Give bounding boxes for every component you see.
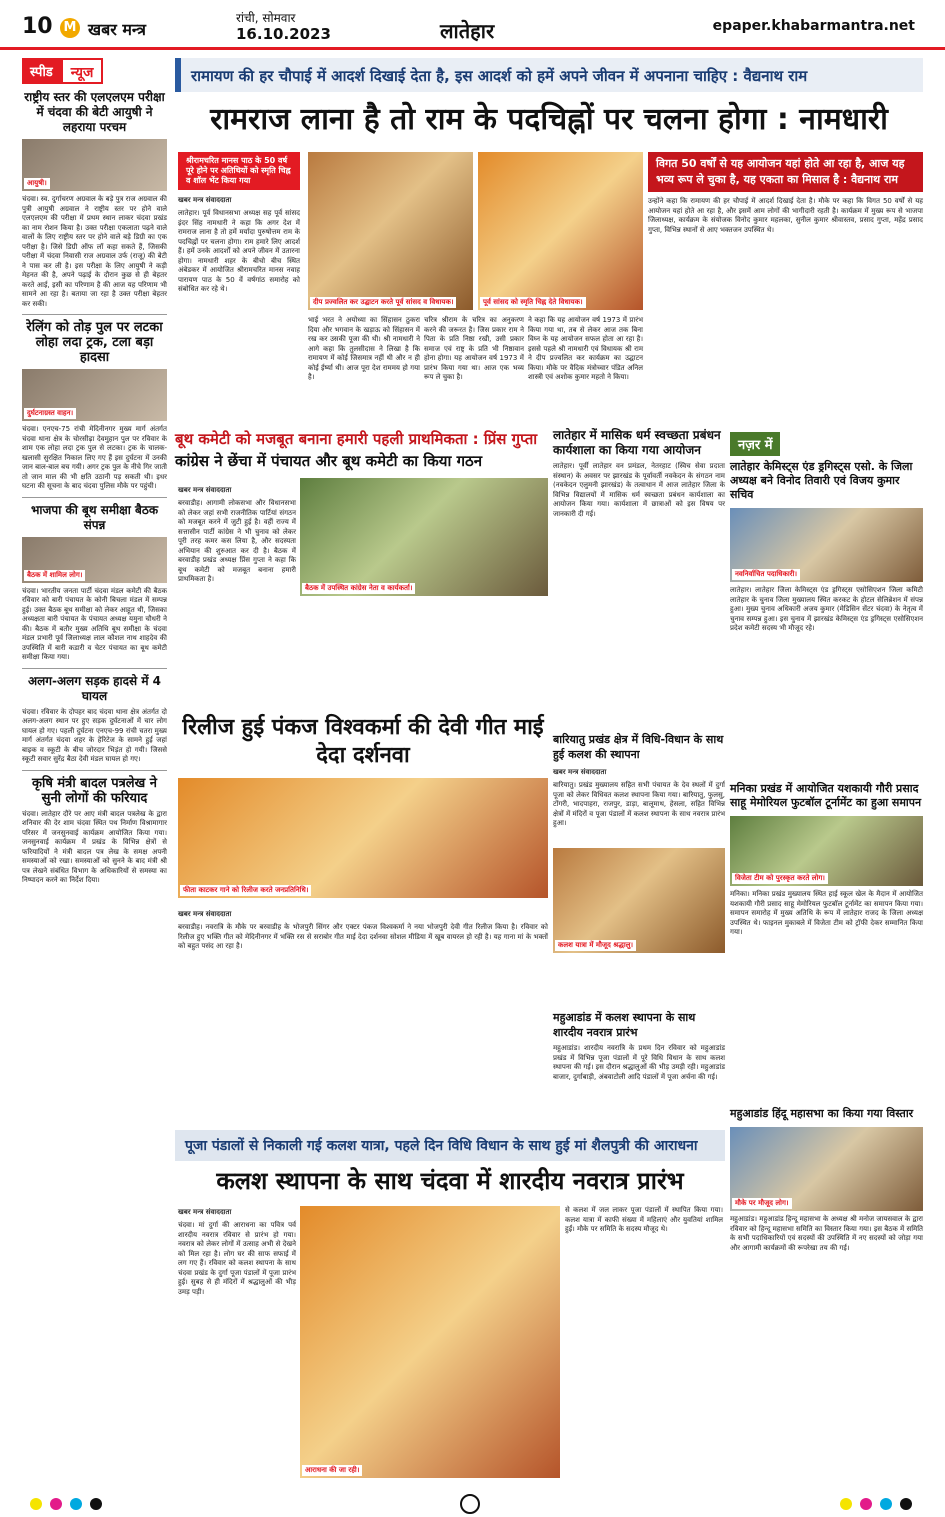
congress-photo: [300, 478, 548, 596]
lead-red-tag-block: [178, 152, 300, 295]
photo-caption: पूर्व सांसद को स्मृति चिह्न देते विधायक।: [480, 297, 586, 308]
hindu-headline: महुआडांड हिंदू महासभा का किया गया विस्तार: [730, 1107, 914, 1120]
city-day: रांची, सोमवार: [236, 11, 296, 25]
registration-dot-icon: [70, 1498, 82, 1510]
photo-caption: कलश यात्रा में मौजूद श्रद्धालु।: [555, 940, 636, 951]
registration-dot-icon: [900, 1498, 912, 1510]
left-story5-body: चंदवा। लातेहार दौरे पर आए मंत्री बादल पत्रलेख के द्वारा शनिवार की देर शाम चंदवा स्थित पथ निर्माण विश्रामागार परिसर में जनसुनवाई कार्यक्रम आयोजित किया गया। जनसुनवाई कार्यक्रम में प्रखंड के विभिन्न क्षेत्रों से फरियादियों ने मंत्री बादल पत्र लेख के समक्ष अपनी समस्याओं को रखा। समस्याओं को सुनने के बाद मंत्री श्री पत्र लेखने संबंधित विभाग के अधिकारियों से समस्या का निष्पादन करने का निर्देश दिया।: [22, 809, 167, 884]
chemist-story: [730, 432, 923, 634]
lead-body-4: ने कहा कि यह आयोजन वर्ष 1973 में प्रारंभ किया गया था, तब से लेकर आज तक बिना विघ्न के यह आयोजन सफल होता आ रहा है। इससे पहले श्री नामधारी एवं विधायक श्री राम ने दीप प्रज्वलित कर कार्यक्रम का उद्घाटन किया। मौके पर वैदिक मंत्रोच्चार पंडित अनिल शास्त्री एवं अशोक कुमार महतो ने किया।: [528, 316, 643, 381]
navratri-body-2: से कलश में जल लाकर पूजा पंडालों में स्थापित किया गया। कलश यात्रा में काफी संख्या में महिलाएं और युवतियां शामिल हुईं। मौके पर समिति के सदस्य मौजूद थे।: [565, 1206, 723, 1233]
vishwakarma-body: बरवाडीह। नवरात्रि के मौके पर बरवाडीह के भोजपुरी सिंगर और एक्टर पंकज विश्वकर्मा ने नया भोजपुरी देवी गीत रिलीज किया है। रविवार को रिलीज हुए भक्ति गीत को मेदिनीनगर में भक्ति रस से सराबोर गीत माई देदा दर्शनवा सोशल मीडिया में खूब वायरल हो रही है। यह गाना मां के भक्तों को बहुत पसंद आ रहा है।: [178, 923, 548, 950]
divider: [22, 314, 167, 315]
manika-body: मनिका। मनिका प्रखंड मुख्यालय स्थित हाई स्कूल खेल के मैदान में आयोजित यशकायी गौरी प्रसाद साहू मेमोरियल फुटबॉल टूर्नामेंट का समापन किया गया। समापन समारोह में मुख्य अतिथि के रूप में लातेहार राजद के जिला अध्यक्ष उपस्थित थे। फाइनल मुकाबले में विजेता टीम को ट्रॉफी देकर सम्मानित किया गया।: [730, 890, 923, 936]
photo-caption: आयुषी।: [24, 178, 50, 189]
registration-dot-icon: [30, 1498, 42, 1510]
hindu-mahasabha-story: [730, 1106, 923, 1253]
navratri-headline: कलश स्थापना के साथ चंदवा में शारदीय नवरात्र प्रारंभ: [216, 1167, 684, 1195]
left-story3-body: चंदवा। भारतीय जनता पार्टी चंदवा मंडल कमेटी की बैठक रविवार को बारी पंचायत के कोनी बिचला मंडल में सम्पन्न हुई। उक्त बैठक बूथ समीक्षा को लेकर आहूत थी, जिसका अध्यक्षता बारी पंचायत के पंचायत अध्यक्ष यमुना चौधरी ने की। बैठक में बतौर मुख्य अतिथि बूथ समीक्षा के चंदवा मंडल प्रभारी पूर्व जिलाध्यक्ष लाल कौशल नाथ शाहदेव की उपस्थिति में बारी कडारी व चेटर पंचायत का बूथ कमेटी समीक्षा किया गया।: [22, 586, 167, 661]
photo-caption: आराधना की जा रही।: [302, 1465, 362, 1476]
issue-date: 16.10.2023: [236, 25, 331, 43]
lead-col-4: [528, 316, 643, 383]
lead-photo-2: [478, 152, 643, 310]
manika-story: [730, 782, 923, 938]
registration-dot-icon: [50, 1498, 62, 1510]
masthead: [0, 0, 945, 50]
left-story5-headline: कृषि मंत्री बादल पत्रलेख ने सुनी लोगों की फरियाद: [31, 775, 157, 806]
bariyatu-story: [553, 732, 725, 829]
epaper-link[interactable]: epaper.khabarmantra.net: [712, 18, 915, 34]
bariyatu-photo: [553, 848, 725, 953]
navratri-col-3: [565, 1206, 723, 1235]
byline: खबर मन्त्र संवाददाता: [178, 196, 232, 204]
mahuadanr-headline: महुआडांड में कलश स्थापना के साथ शारदीय नवरात्र प्रारंभ: [553, 1011, 696, 1039]
byline: खबर मन्त्र संवाददाता: [553, 768, 607, 776]
photo-caption: बैठक में शामिल लोग।: [24, 570, 85, 581]
left-story1-headline: राष्ट्रीय स्तर की एलएलएम परीक्षा में चंदवा की बेटी आयुषी ने लहराया परचम: [24, 90, 165, 134]
navratri-body: चंदवा। मां दुर्गा की आराधना का पवित्र पर्व शारदीय नवरात्र रविवार से प्रारंभ हो गया। नवरात्र को लेकर लोगों में उत्साह अभी से देखने को मिल रहा है। लोग घर की साफ सफाई में लग गए हैं। रविवार को कलश स्थापना के साथ चंदवा प्रखंड के दुर्गा पूजा पंडालों में पूजा प्रारंभ हुई। सुबह से ही मंदिरों में श्रद्धालुओं की भीड़ उमड़ पड़ी।: [178, 1221, 296, 1296]
news-label: न्यूज: [61, 58, 104, 84]
bariyatu-headline: बारियातु प्रखंड क्षेत्र में विधि-विधान के साथ हुई कलश की स्थापना: [553, 733, 724, 761]
congress-body: बरवाडीह। आगामी लोकसभा और विधानसभा को लेकर जहां सभी राजनीतिक पार्टियां संगठन को मजबूत करने में जुटी हुई है। वहीं राज्य में सत्तासीन पार्टी कांग्रेस ने भी चुनाव को लेकर पूरी तरह कमर कस लिया है, और सदस्यता अभियान की शुरुआत कर दी है। बैठक में बरवाडीह प्रखंड अध्यक्ष प्रिंस गुप्ता ने कहा कि बूथ कमेटी को मजबूत बनाना हमारी प्राथमिकता है।: [178, 499, 296, 583]
main-area: [175, 58, 923, 140]
bariyatu-body: बारियातु। प्रखंड मुख्यालय सहित सभी पंचायत के देव स्थलों में दुर्गा पूजा को लेकर विधिवत कलश स्थापना किया गया। बारियातु, फुलसु, टोंगरी, भादपाहरा, राजपुर, डाड़ा, बालूमाथ, हेसला, सहित विभिन्न क्षेत्रों में मंदिरों व पूजा पंडालों में कलश स्थापना के साथ नवरात्र प्रारंभ हुआ।: [553, 781, 725, 827]
lead-col-2: [308, 316, 420, 383]
color-registration-bar: [0, 1490, 945, 1517]
manika-photo: [730, 816, 923, 886]
navratri-photo: [300, 1206, 560, 1478]
workshop-body: लातेहार। पूर्वी लातेहार वन प्रमंडल, नेतरहाट (स्विच सेवा प्रदाता संस्थान) के अवसर पर झारखंड के पूर्वावर्ती नवकेदन के संगठन नाम (नवकेदन एलुमनी झारखंड) के तत्वाधान में आज लातेहार जिला के विभिन्न विद्यालयों में मासिक धर्म स्वच्छता प्रबंधन कार्यशाला का आयोजन किया गया। कार्यशाला में छात्राओं को इस विषय पर जानकारी दी गई।: [553, 462, 725, 518]
photo-caption: दीप प्रज्वलित कर उद्घाटन करते पूर्व सांसद व विधायक।: [310, 297, 456, 308]
photo-caption: नवनिर्वाचित पदाधिकारी।: [732, 569, 800, 580]
left-story4-headline: अलग-अलग सड़क हादसे में 4 घायल: [27, 673, 162, 703]
registration-dot-icon: [880, 1498, 892, 1510]
registration-dot-icon: [840, 1498, 852, 1510]
divider: [22, 497, 167, 498]
byline: खबर मन्त्र संवाददाता: [178, 910, 232, 918]
registration-dot-icon: [860, 1498, 872, 1510]
photo-caption: विजेता टीम को पुरस्कृत करते लोग।: [732, 873, 828, 884]
lead-right-body: उन्होंने कहा कि रामायण की हर चौपाई में आदर्श दिखाई देता है। मौके पर कहा कि विगत 50 वर्षों से यह आयोजन यहां होते आ रहा है, और इसमें आम लोगों की भागीदारी रहती है। कार्यक्रम में मुख्य रूप से भाजपा जिलाध्यक्ष, कार्यक्रम के संयोजक विनोद कुमार महलका, सुनील कुमार श्रीवास्तव, प्रसाद गुप्ता, महेंद्र प्रसाद गुप्ता, विभिन्न स्थानों से आए भक्तजन उपस्थित थे।: [648, 197, 923, 234]
page-number: 10: [22, 14, 53, 39]
section-title: लातेहार: [440, 19, 495, 43]
left-story1-body: चंदवा। स्व. दुर्गाचरण अग्रवाल के बड़े पुत्र राज अग्रवाल की पुत्री आयुषी अग्रवाल ने राष्ट्रीय स्तर पर होने वाले एलएलएम की परीक्षा में प्रथम स्थान लाकर चंदवा प्रखंड का नाम रोशन किया है। उक्त परीक्षा एकलाता पढ़ने वाले वालों के लिए राष्ट्रीय स्तर पर होने वाले बड़े डिग्री का एक परीक्षा है। जिसे डिग्री ऑफ लॉ कहा सकते हैं, जिसकी परीक्षा में चंदवा निवासी राज अग्रवाल उर्फ (राजू) की बेटी ने पास कर ली है। इस परीक्षा के लिए आयुषी ने कड़ी मेहनत की है, अपने पढ़ाई के दौरान कुछ से ही बेहतर करते आई, इसी का परिणाम है की आज यह परिणाम भी सामने आ रहा है। बताया जा रहा है उक्त परीक्षा बेहतर कर सकी।: [22, 195, 167, 308]
workshop-headline: लातेहार में मासिक धर्म स्वच्छता प्रबंधन कार्यशाला का किया गया आयोजन: [553, 428, 721, 457]
congress-headline-1: बूथ कमेटी को मजबूत बनाना हमारी पहली प्राथमिकता : प्रिंस गुप्ता: [175, 430, 538, 448]
divider: [22, 770, 167, 771]
speed-label: स्पीड: [22, 58, 61, 84]
vishwakarma-photo: [178, 778, 548, 898]
left-story3-photo: [22, 537, 167, 583]
navratri-story: [175, 1130, 725, 1195]
hindu-body: महुआडांड। महुआडांड हिन्दू महासभा के अध्यक्ष श्री मनोज जायसवाल के द्वारा रविवार को हिन्दू महासभा समिति का विस्तार किया गया। इस बैठक में समिति के सभी पदाधिकारियों एवं सदस्यों की उपस्थिति में नए सदस्यों को जोड़ा गया और आगामी कार्यक्रमों की रूपरेखा तय की गई।: [730, 1215, 923, 1252]
vishwakarma-headline: रिलीज हुई पंकज विश्वकर्मा की देवी गीत माई देदा दर्शनवा: [182, 715, 544, 768]
quote-banner: रामायण की हर चौपाई में आदर्श दिखाई देता है, इस आदर्श को हमें अपने जीवन में अपनाना चाहिए : वैद्यनाथ राम: [175, 58, 923, 92]
chemist-headline: लातेहार केमिस्ट्स एंड ड्रगिस्ट्स एसो. के जिला अध्यक्ष बने विनोद तिवारी एवं विजय कुमार सचिव: [730, 460, 913, 501]
workshop-story: [553, 428, 725, 519]
congress-headline-2: कांग्रेस ने छेंचा में पंचायत और बूथ कमेटी का किया गठन: [175, 452, 483, 470]
vishwakarma-body-block: [178, 904, 548, 952]
congress-story: [175, 428, 545, 472]
brand-logo-icon: M: [60, 18, 80, 38]
nazar-label: नज़र में: [730, 432, 780, 456]
speed-news-label: [22, 58, 167, 84]
byline: खबर मन्त्र संवाददाता: [178, 1208, 232, 1216]
left-story2-headline: रेलिंग को तोड़ पुल पर लटका लोहा लदा ट्रक, टला बड़ा हादसा: [26, 320, 163, 365]
photo-caption: बैठक में उपस्थित कांग्रेस नेता व कार्यकर्ता।: [302, 583, 415, 594]
mahuadanr-story: [553, 1010, 725, 1082]
lead-highlight-quote: विगत 50 वर्षों से यह आयोजन यहां होते आ रहा है, आज यह भव्य रूप ले चुका है, यह एकता का मिसाल है : वैद्यनाथ राम: [648, 152, 923, 192]
mahuadanr-body: महुआडांड। शारदीय नवरात्रि के प्रथम दिन रविवार को महुआडांड प्रखंड में विभिन्न पूजा पंडालों में पूरे विधि विधान के साथ कलश स्थापना की गई। इस दौरान श्रद्धालुओं की भीड़ उमड़ी रही। महुआडांड बाजार, दुर्गाबाड़ी, अंबवाटोली आदि पंडालों में पूजा अर्चना की गई।: [553, 1044, 725, 1081]
navratri-col-1: [178, 1202, 296, 1297]
registration-dot-icon: [90, 1498, 102, 1510]
lead-right-box: [648, 152, 923, 235]
manika-headline: मनिका प्रखंड में आयोजित यशकायी गौरी प्रसाद साहू मेमोरियल फुटबॉल टूर्नामेंट का हुआ समापन: [730, 782, 922, 809]
photo-caption: दुर्घटनाग्रस्त वाहन।: [24, 408, 76, 419]
left-story4-body: चंदवा। रविवार के दोपहर बाद चंदवा थाना क्षेत्र अंतर्गत दो अलग-अलग स्थान पर हुए सड़क दुर्घटनाओं में चार लोग घायल हो गए। पहली दुर्घटना एनएच-99 रांची चतरा मुख्य मार्ग अंतर्गत चंदवा शहर के हेरिटेज के सामने हुई जहां बाइक व स्कूटी के बीच जोरदार भिड़ंत हो गयी। जिससे स्कूटी सवार सुरेंद्र बैठा देवी मंडल घायल हो गए।: [22, 707, 167, 763]
lead-body-2: भाई भरत ने अयोध्या का सिंहासन ठुकरा दिया और भगवान के खड़ाऊ को सिंहासन में रख कर उसकी पूजा की थी। श्री नामधारी ने आगे कहा कि तुलसीदास ने लिखा है कि रामायण में कोई जिसमात्र नहीं थी और न ही कोई ईर्ष्या थी। आज पूरा देश राममय हो गया है।: [308, 316, 420, 381]
lead-red-tag: श्रीरामचरित मानस पाठ के 50 वर्ष पूरे होने पर अतिथियों को स्मृति चिह्न व शॉल भेंट किया गया: [178, 152, 300, 190]
congress-col-1: [178, 480, 296, 585]
chemist-body: लातेहार। लातेहार जिला केमिस्ट्स एंड ड्रगिस्ट्स एसोसिएशन जिला कमिटी लातेहार के चुनाव जिला मुख्यालय स्थित करकट के होटल सेलिब्रेशन में संपन्न हुआ। मुख्य चुनाव अधिकारी अजय कुमार (मेडिसिन सेंटर चंदवा) के नेतृत्व में चुनाव सम्पन्न हुआ। इस चुनाव में झारखंड केमिस्ट्स एंड ड्रगिस्ट्स एसोसिएशन प्रदेश कमेटी सदस्य भी मौजूद रहे।: [730, 586, 923, 632]
photo-caption: मौके पर मौजूद लोग।: [732, 1198, 792, 1209]
crosshair-icon: [460, 1494, 480, 1514]
lead-col-3: [424, 316, 524, 383]
left-story1-photo: [22, 139, 167, 191]
brand-name: खबर मन्त्र: [88, 20, 146, 39]
lead-body-1: लातेहार। पूर्व विधानसभा अध्यक्ष सह पूर्व सांसद इंदर सिंह नामधारी ने कहा कि अगर देश में रामराज लाना है तो हमें मर्यादा पुरुषोत्तम राम के पदचिह्नों पर चलना होगा। राम हमारे लिए आदर्श हैं। हमें उनके आदर्शों को अपने जीवन में उतारना होगा। नामधारी शहर के बीचो बीच स्थित अंबेडकर में आयोजित श्रीरामचरित मानस नवाह पारायण पाठ के 50 वें वर्षगांठ समारोह को संबोधित कर रहे थे।: [178, 209, 300, 293]
vishwakarma-story: [178, 714, 548, 770]
lead-body-3: चरित्र श्रीराम के चरित्र का अनुकरण करने की जरूरत है। जिस प्रकार राम ने पिता के प्रति निष्ठा रखी, उसी प्रकार समाज एवं राष्ट्र के प्रति भी निष्ठावान होना होगा। यह आयोजन वर्ष 1973 में प्रारंभ किया गया था। आज एक भव्य रूप ले चुका है।: [424, 316, 524, 381]
navratri-banner: पूजा पंडालों से निकाली गई कलश यात्रा, पहले दिन विधि विधान के साथ हुई मां शैलपुत्री की आराधना: [175, 1130, 725, 1161]
left-story3-headline: भाजपा की बूथ समीक्षा बैठक संपन्न: [30, 502, 159, 532]
chemist-photo: [730, 508, 923, 582]
lead-photo-1: [308, 152, 473, 310]
byline: खबर मन्त्र संवाददाता: [178, 486, 232, 494]
left-column: [22, 58, 167, 1478]
photo-caption: फीता काटकर गाने को रिलीज करते जनप्रतिनिधि।: [180, 885, 311, 896]
left-story2-body: चंदवा। एनएच-75 रांची मेदिनीनगर मुख्य मार्ग अंतर्गत चंदवा थाना क्षेत्र के चोरसीढ़ा देवमुहान पुल पर रविवार के शाम एक लोहा लदा ट्रक पुल से लटका। ट्रक के चालक-खलासी सुरक्षित निकाल लिए गए हैं इस दुर्घटना में उनकी जान बाल-बाल बच गयी। अगर ट्रक पुल के नीचे गिर जाती तो जान माल की भी क्षति उठानी पड़ सकती थी। इधर घटना की सूचना के बाद चंदवा पुलिस मौके पर पहुंची।: [22, 425, 167, 490]
divider: [22, 668, 167, 669]
hindu-photo: [730, 1127, 923, 1211]
dateline: [236, 10, 331, 42]
left-story2-photo: [22, 369, 167, 421]
lead-headline: रामराज लाना है तो राम के पदचिह्नों पर चलना होगा : नामधारी: [210, 102, 888, 137]
